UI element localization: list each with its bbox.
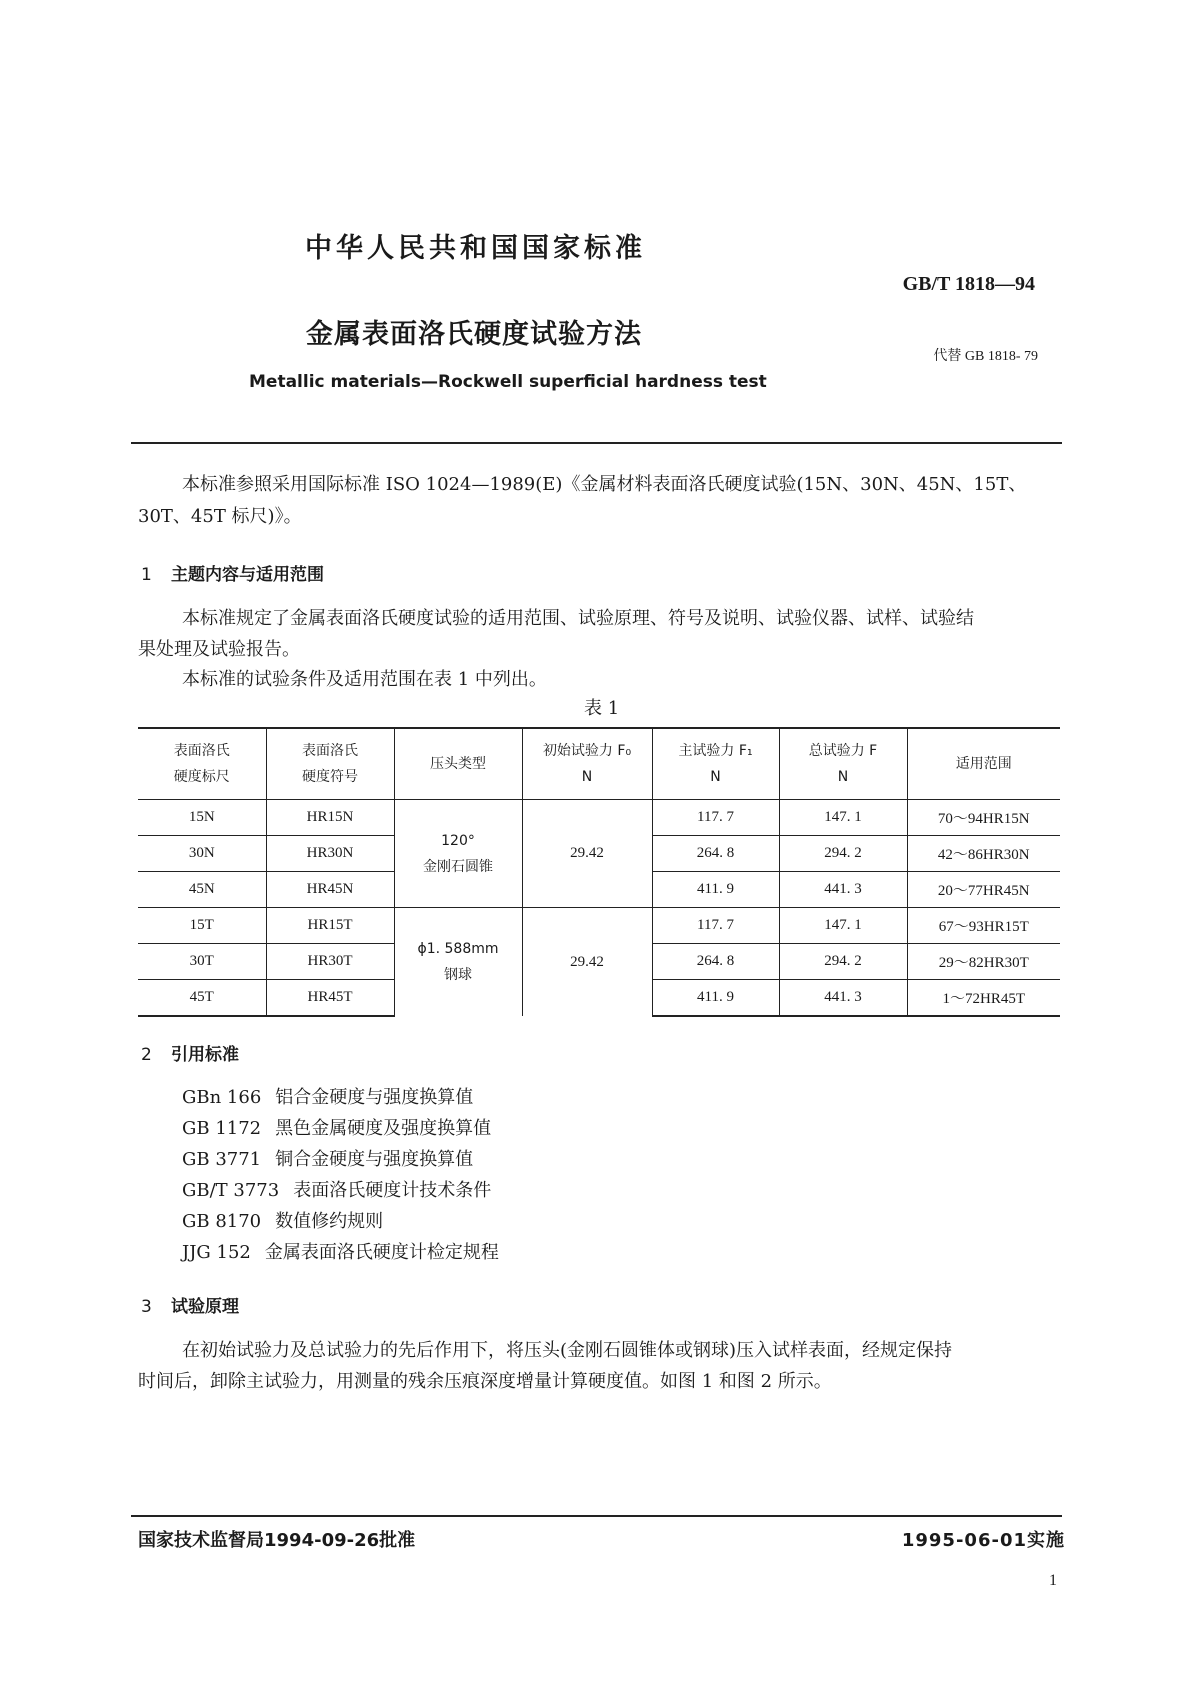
cell-symbol: HR15T (266, 908, 394, 944)
table-header-row (138, 728, 1060, 800)
cell-symbol: HR30N (266, 836, 394, 872)
cell-range: 67～93HR15T (907, 908, 1060, 944)
cell-range: 1～72HR45T (907, 980, 1060, 1017)
standard-code: GB/T 1818—94 (902, 273, 1035, 295)
footer-divider (131, 1515, 1062, 1517)
table-row (138, 908, 1060, 944)
cell-scale: 15T (138, 908, 266, 944)
list-item: GB 8170 数值修约规则 (182, 1211, 384, 1232)
national-standard-title: 中华人民共和国国家标准 (305, 233, 646, 264)
section-3-line-1: 在初始试验力及总试验力的先后作用下，将压头(金刚石圆锥体或钢球)压入试样表面，经规定保持 (182, 1340, 953, 1361)
cell-initial-force: 29.42 (522, 908, 652, 1017)
section-3-title: 试验原理 (171, 1297, 239, 1317)
intro-line-2: 30T、45T 标尺)》。 (138, 506, 302, 527)
header-range: 适用范围 (907, 728, 1060, 800)
section-1-para-1-line-2: 果处理及试验报告。 (138, 639, 300, 660)
intro-line-1: 本标准参照采用国际标准 ISO 1024—1989(E)《金属材料表面洛氏硬度试验(15N、30N、45N、15T、 (182, 474, 1027, 495)
cell-major-force: 411. 9 (652, 980, 779, 1017)
cell-indenter-ball: ϕ1. 588mm 钢球 (394, 908, 522, 1017)
cell-scale: 15N (138, 800, 266, 836)
list-item: GB 1172 黑色金属硬度及强度换算值 (182, 1118, 492, 1139)
list-item: GB 3771 铜合金硬度与强度换算值 (182, 1149, 474, 1170)
cell-symbol: HR15N (266, 800, 394, 836)
cell-range: 29～82HR30T (907, 944, 1060, 980)
cell-symbol: HR30T (266, 944, 394, 980)
section-1-heading (141, 560, 324, 585)
cell-scale: 45T (138, 980, 266, 1017)
section-1-title: 主题内容与适用范围 (171, 565, 324, 585)
header-major-force: 主试验力 F₁ N (652, 728, 779, 800)
header-indenter: 压头类型 (394, 728, 522, 800)
cell-scale: 45N (138, 872, 266, 908)
cell-symbol: HR45N (266, 872, 394, 908)
implementation-date: 1995-06-01实施 (901, 1530, 1065, 1551)
header-initial-force: 初始试验力 F₀ N (522, 728, 652, 800)
section-1-para-1-line-1: 本标准规定了金属表面洛氏硬度试验的适用范围、试验原理、符号及说明、试验仪器、试样、试验结 (182, 608, 974, 629)
cell-total-force: 441. 3 (779, 872, 907, 908)
section-3-heading (141, 1292, 239, 1317)
header-divider (131, 442, 1062, 444)
cell-initial-force: 29.42 (522, 800, 652, 908)
replaces-standard: 代替 GB 1818- 79 (933, 349, 1038, 364)
cell-scale: 30N (138, 836, 266, 872)
document-title-en: Metallic materials—Rockwell superficial hardness test (249, 372, 767, 392)
table-1 (138, 727, 1060, 1017)
cell-total-force: 441. 3 (779, 980, 907, 1017)
document-title-cn: 金属表面洛氏硬度试验方法 (306, 319, 642, 350)
page-number: 1 (1049, 1572, 1057, 1589)
section-2-title: 引用标准 (171, 1045, 239, 1065)
cell-major-force: 264. 8 (652, 944, 779, 980)
list-item: JJG 152 金属表面洛氏硬度计检定规程 (182, 1242, 499, 1263)
list-item: GBn 166 铝合金硬度与强度换算值 (182, 1087, 474, 1108)
section-1-number: 1 (141, 565, 152, 585)
header-symbol: 表面洛氏 硬度符号 (266, 728, 394, 800)
table-1-caption: 表 1 (584, 698, 620, 719)
cell-range: 20～77HR45N (907, 872, 1060, 908)
cell-scale: 30T (138, 944, 266, 980)
approval-line: 国家技术监督局1994-09-26批准 (138, 1530, 416, 1551)
cell-total-force: 294. 2 (779, 944, 907, 980)
cell-major-force: 117. 7 (652, 800, 779, 836)
section-3-number: 3 (141, 1297, 152, 1317)
section-2-number: 2 (141, 1045, 152, 1065)
header-total-force: 总试验力 F N (779, 728, 907, 800)
cell-symbol: HR45T (266, 980, 394, 1017)
cell-major-force: 411. 9 (652, 872, 779, 908)
header-scale: 表面洛氏 硬度标尺 (138, 728, 266, 800)
cell-major-force: 264. 8 (652, 836, 779, 872)
cell-total-force: 294. 2 (779, 836, 907, 872)
cell-total-force: 147. 1 (779, 908, 907, 944)
section-3-line-2: 时间后，卸除主试验力，用测量的残余压痕深度增量计算硬度值。如图 1 和图 2 所示。 (138, 1371, 832, 1392)
section-2-heading (141, 1040, 239, 1065)
cell-range: 42～86HR30N (907, 836, 1060, 872)
cell-range: 70～94HR15N (907, 800, 1060, 836)
table-row (138, 800, 1060, 836)
cell-major-force: 117. 7 (652, 908, 779, 944)
cell-indenter-diamond: 120° 金刚石圆锥 (394, 800, 522, 908)
section-1-para-2: 本标准的试验条件及适用范围在表 1 中列出。 (182, 669, 547, 690)
reference-list (182, 1082, 499, 1268)
cell-total-force: 147. 1 (779, 800, 907, 836)
list-item: GB/T 3773 表面洛氏硬度计技术条件 (182, 1180, 492, 1201)
